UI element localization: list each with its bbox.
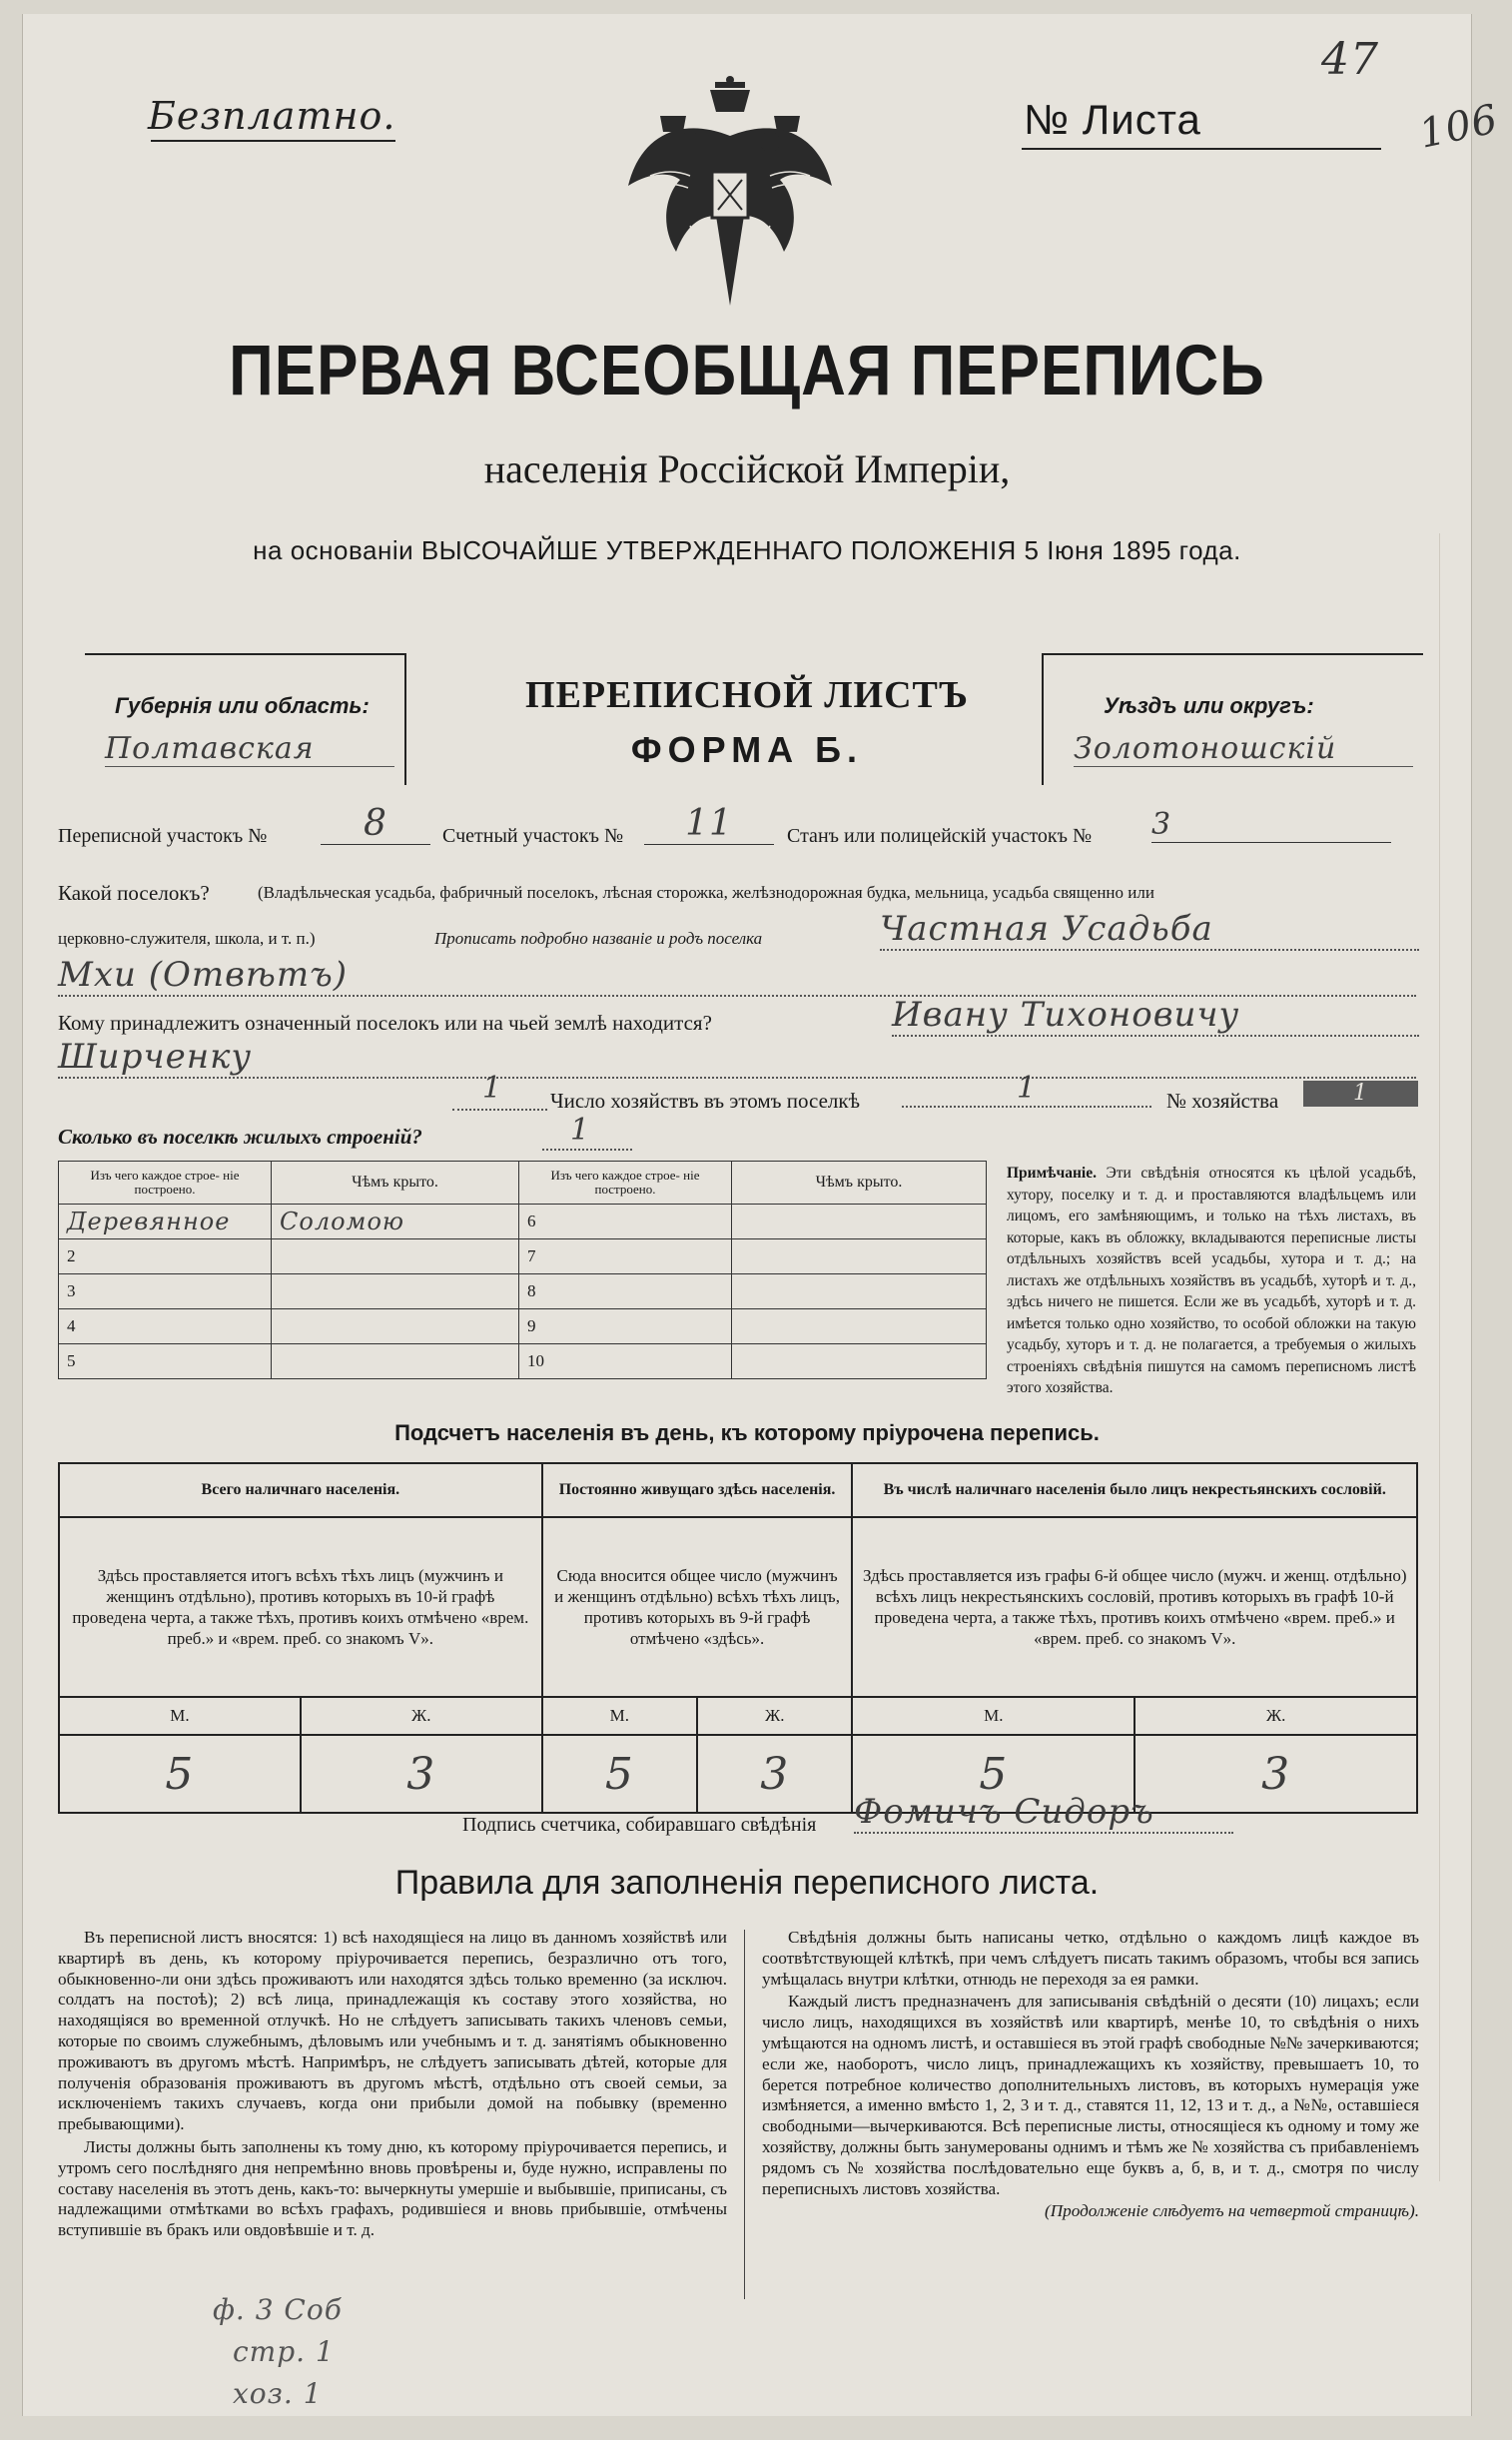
permanent-female-value: 3: [697, 1735, 852, 1813]
nonpeasant-female-value: 3: [1134, 1735, 1417, 1813]
sheet-number-value: 47: [1321, 34, 1379, 85]
nonpeasant-male-value: 5: [852, 1735, 1134, 1813]
rules-left-column: [58, 1928, 727, 2243]
households-lead-line: [452, 1109, 547, 1111]
roof-cell: Соломою: [272, 1205, 519, 1239]
total-male-value: 5: [59, 1735, 301, 1813]
pencil-note-page: стр. 1: [233, 2335, 335, 2368]
page-subtitle: населенія Россійской Имперіи,: [483, 446, 1011, 491]
census-area-value: 8: [321, 803, 430, 845]
owner-question: Кому принадлежитъ означенный поселокъ или на чьей землѣ находится?: [58, 1011, 712, 1035]
dwellings-value: 1: [570, 1113, 591, 1148]
roof-cell: [272, 1309, 519, 1344]
district-value: Золотоношскій: [1074, 731, 1413, 767]
pencil-note-household: хоз. 1: [233, 2377, 323, 2410]
roof-cell: [732, 1344, 987, 1379]
male-label: М.: [59, 1697, 301, 1735]
rules-paragraph: Каждый листъ предназначенъ для записыванія свѣдѣній о десяти (10) лицахъ; если число лицъ, находящихся въ хозяйствѣ или квартирѣ, менѣе 10, то свѣдѣнія о нихъ умѣщаются на одномъ листѣ, и оставшіеся въ этой графѣ свободные №№ зачеркиваются; если же, наоборотъ, число лицъ, принадлежащихъ къ хозяйству, превышаетъ 10, то берется потребное количество дополнительныхъ листовъ, въ которыхъ нумерація уже измѣняется, а именно вмѣсто 1, 2, 3 и т. д., ставятся 11, 12, 13 и т. д., а №№, оставшіеся свободными—вычеркиваются. Всѣ переписные листы, относящіеся къ одному и тому же хозяйству, должны быть занумерованы однимъ и тѣмъ же № хозяйства съ прибавленіемъ рядомъ съ № хозяйства послѣдовательно еще буквъ а, б, в, и т. д., смотря по числу переписныхъ листовъ хозяйства.: [762, 1992, 1419, 2198]
count-area-label: Счетный участокъ №: [442, 825, 624, 847]
double-headed-eagle-icon: [620, 76, 840, 316]
row-number: 7: [519, 1239, 732, 1274]
row-number: 5: [59, 1344, 272, 1379]
rules-divider: [744, 1930, 745, 2299]
note-lead: Примѣчаніе.: [1007, 1165, 1097, 1182]
household-no-label: № хозяйства: [1166, 1089, 1279, 1113]
settlement-instruction: Прописать подробно названіе и родъ поселка: [434, 929, 763, 948]
sheet-number-underline: [1022, 148, 1381, 150]
table-row: [59, 1274, 987, 1309]
form-title: ПЕРЕПИСНОЙ ЛИСТЪ: [525, 674, 969, 716]
households-count-label: Число хозяйствъ въ этомъ поселкѣ: [550, 1089, 860, 1113]
rules-title: Правила для заполненія переписного листа.: [394, 1864, 1100, 1902]
female-label: Ж.: [301, 1697, 542, 1735]
row-number: 10: [519, 1344, 732, 1379]
roof-cell: [732, 1205, 987, 1239]
row-number: 9: [519, 1309, 732, 1344]
permanent-male-value: 5: [542, 1735, 697, 1813]
sheet-number-label: № Листа: [1024, 96, 1201, 143]
male-label: М.: [852, 1697, 1134, 1735]
roof-cell: [272, 1239, 519, 1274]
rules-continued: (Продолженіе слѣдуетъ на четвертой страницѣ).: [1045, 2201, 1419, 2221]
free-label: Безплатно.: [148, 94, 396, 138]
pop-col-nonpeasant-title: Въ числѣ наличнаго населенія было лицъ некрестьянскихъ сословій.: [852, 1463, 1417, 1517]
district-box: [1042, 653, 1423, 785]
note-text: Эти свѣдѣнія относятся къ цѣлой усадьбѣ, хутору, поселку и т. д. и проставляются владѣльцемъ или лицомъ, его замѣняющимъ, и только на тѣхъ листахъ, въ которые, какъ въ обложку, вкладываются переписные листы отдѣльныхъ хозяйствъ всей усадьбы, хутора и т. д.; на листахъ же отдѣльныхъ хозяйствъ въ усадьбѣ, хуторѣ и т. д., здѣсь ничего не пишется. Если же въ усадьбѣ, хуторѣ и т. д. имѣется только одно хозяйство, то особой обложки на такую усадьбу, хуторъ и т. д. не полагается, а требуемыя о жилыхъ строеніяхъ свѣдѣнія пишутся на самомъ переписномъ листѣ этого хозяйства.: [1007, 1165, 1417, 1396]
households-count-value: 1: [902, 1071, 1151, 1108]
pop-col-permanent-title: Постоянно живущаго здѣсь населенія.: [542, 1463, 853, 1517]
pop-col-total-title: Всего наличнаго населенія.: [59, 1463, 542, 1517]
settlement-value: Частная Усадьба: [880, 909, 1419, 951]
enumerator-signature: Фомичъ Сидоръ: [854, 1792, 1233, 1834]
legal-basis: на основаніи ВЫСОЧАЙШЕ УТВЕРЖДЕННАГО ПОЛОЖЕНІЯ 5 Іюня 1895 года.: [253, 535, 1241, 565]
rules-right-column: [762, 1928, 1419, 2224]
household-no-value: 1: [1303, 1081, 1418, 1107]
col-material-right: Изъ чего каждое строе- ніе построено.: [519, 1162, 732, 1205]
rules-paragraph: Листы должны быть заполнены къ тому дню, къ которому пріурочивается перепись, и утромъ сего послѣдняго дня непремѣнно вновь провѣрены и, буде нужно, исправлены по составу населенія въ этотъ день, какъ-то: вычеркнуты умершіе и выбывшіе, приписаны, съ надлежащими отмѣтками во всѣхъ графахъ, родившіеся и вновь прибывшіе, отмѣчены вступившіе въ бракъ или овдовѣвшіе и т. д.: [58, 2136, 727, 2240]
households-lead-value: 1: [482, 1071, 503, 1106]
roof-cell: [272, 1344, 519, 1379]
total-female-value: 3: [301, 1735, 542, 1813]
female-label: Ж.: [1134, 1697, 1417, 1735]
col-roof-left: Чѣмъ крыто.: [272, 1162, 519, 1205]
census-sheet: [22, 14, 1503, 2416]
free-label-underline: [151, 140, 395, 142]
population-heading: Подсчетъ населенія въ день, къ которому пріурочена перепись.: [394, 1420, 1100, 1445]
form-subtitle: ФОРМА Б.: [630, 729, 864, 770]
province-value: Полтавская: [105, 731, 394, 767]
roof-cell: [732, 1274, 987, 1309]
row-number: 8: [519, 1274, 732, 1309]
province-label: Губернія или область:: [115, 693, 370, 718]
archive-folio-number: 106: [1415, 96, 1503, 158]
row-number: 3: [59, 1274, 272, 1309]
population-table: [58, 1462, 1418, 1814]
row-number: 4: [59, 1309, 272, 1344]
dwellings-question: Сколько въ поселкѣ жилыхъ строеній?: [58, 1125, 422, 1149]
police-area-label: Станъ или полицейскій участокъ №: [787, 825, 1093, 847]
pop-col-nonpeasant-desc: Здѣсь проставляется изъ графы 6-й общее число (мужч. и женщ. отдѣльно) всѣхъ лицъ некрестьянскихъ сословій, противъ которыхъ въ графѣ 10-й проведена черта, а также тѣхъ, противъ коихъ отмѣчено «врем. преб.» и «врем. преб. со знакомъ V».: [852, 1517, 1417, 1697]
census-area-label: Переписной участокъ №: [58, 825, 268, 847]
dwellings-line: [542, 1149, 632, 1151]
owner-value-cont: Ширченку: [58, 1037, 1416, 1079]
settlement-hint: (Владѣльческая усадьба, фабричный поселокъ, лѣсная сторожка, желѣзнодорожная будка, мельница, усадьба священно или: [258, 883, 1154, 902]
row-number: 6: [519, 1205, 732, 1239]
note: [1007, 1163, 1416, 1399]
row-number: 2: [59, 1239, 272, 1274]
table-row: [59, 1344, 987, 1379]
settlement-question: Какой поселокъ?: [58, 881, 210, 905]
page-title: ПЕРВАЯ ВСЕОБЩАЯ ПЕРЕПИСЬ: [229, 331, 1265, 411]
bleed-through-margin: [1439, 533, 1462, 2181]
rules-paragraph: Свѣдѣнія должны быть написаны четко, отдѣльно о каждомъ лицѣ каждое въ соотвѣтствующей клѣткѣ, при чемъ слѣдуетъ писать такимъ образомъ, чтобы вся запись умѣщалась внутри клѣтки, отнюдь не переходя за ея рамки.: [762, 1928, 1419, 1989]
col-roof-right: Чѣмъ крыто.: [732, 1162, 987, 1205]
buildings-table: [58, 1161, 987, 1379]
table-row: [59, 1205, 987, 1239]
table-row: [59, 1309, 987, 1344]
pop-col-total-desc: Здѣсь проставляется итогъ всѣхъ тѣхъ лицъ (мужчинъ и женщинъ отдѣльно), противъ которыхъ въ 10-й графѣ проведена черта, а также тѣхъ, противъ коихъ отмѣчено «врем. преб.» и «врем. преб. со знакомъ V».: [59, 1517, 542, 1697]
male-label: М.: [542, 1697, 697, 1735]
police-area-value: 3: [1151, 807, 1391, 843]
roof-cell: [272, 1274, 519, 1309]
table-row: [59, 1239, 987, 1274]
female-label: Ж.: [697, 1697, 852, 1735]
signature-label: Подпись счетчика, собиравшаго свѣдѣнія: [462, 1814, 817, 1836]
settlement-hint-cont: церковно-служителя, школа, и т. п.): [58, 929, 316, 948]
owner-value: Ивану Тихоновичу: [892, 995, 1419, 1037]
rules-paragraph: Въ переписной листъ вносятся: 1) всѣ находящіеся на лицо въ данномъ хозяйствѣ или квартирѣ въ день, къ которому пріурочивается перепись, безразлично отъ того, обыкновенно-ли они здѣсь проживаютъ или находятся здѣсь только временно (за исключ. солдатъ на постоѣ); 2) всѣ лица, принадлежащія къ составу этого хозяйства, но находящіяся во временной отлучкѣ. Но не слѣдуетъ записывать такихъ членовъ семьи, которые по своимъ служебнымъ, дѣловымъ или учебнымъ и т. д. занятіямъ обыкновенно проживаютъ въ другомъ мѣстѣ. Напримѣръ, не слѣдуетъ записывать дѣтей, которые для полученія образованія проживаютъ въ другомъ мѣстѣ, отдѣльно отъ своей семьи, за исключеніемъ такихъ случаевъ, когда они прибыли домой на побывку (временно пребывающими).: [58, 1928, 727, 2134]
roof-cell: [732, 1309, 987, 1344]
pop-col-permanent-desc: Сюда вносится общее число (мужчинъ и женщинъ отдѣльно) всѣхъ тѣхъ лицъ, противъ которыхъ въ 9-й графѣ отмѣчено «здѣсь».: [542, 1517, 853, 1697]
pencil-note-fond: ф. 3 Соб: [213, 2293, 343, 2326]
settlement-value-cont: Мхи (Отвѣтъ): [58, 955, 1416, 997]
col-material-left: Изъ чего каждое строе- ніе построено.: [59, 1162, 272, 1205]
material-cell: Деревянное: [59, 1205, 272, 1239]
roof-cell: [732, 1239, 987, 1274]
district-label: Уѣздъ или округъ:: [1104, 693, 1314, 718]
count-area-value: 11: [644, 803, 774, 845]
